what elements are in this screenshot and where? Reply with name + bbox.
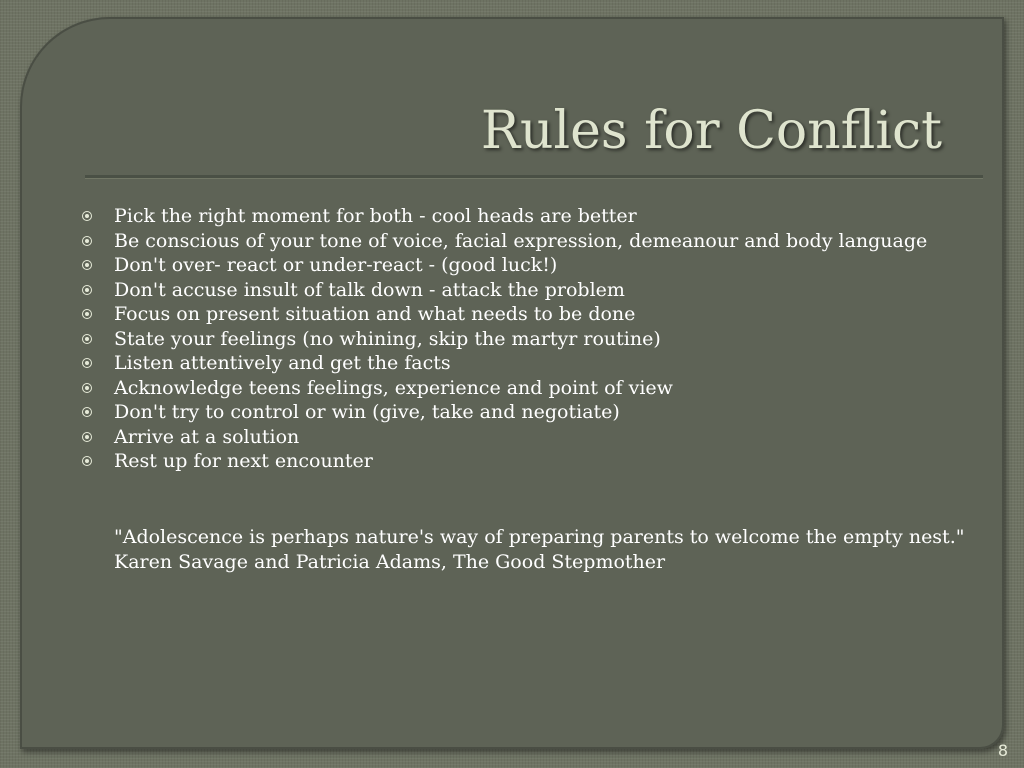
bullet-item xyxy=(80,278,970,303)
quote-attribution: Karen Savage and Patricia Adams, The Good Stepmother xyxy=(114,550,666,573)
bullet-item xyxy=(80,449,970,474)
circle-dot-icon xyxy=(82,211,92,221)
page-number: 8 xyxy=(997,741,1008,760)
title-divider xyxy=(85,175,983,179)
circle-dot-icon xyxy=(82,358,92,368)
slide-title: Rules for Conflict xyxy=(480,101,942,161)
bullet-text: Don't accuse insult of talk down - attack the problem xyxy=(114,278,625,301)
bullet-list xyxy=(80,204,970,474)
circle-dot-icon xyxy=(82,285,92,295)
circle-dot-icon xyxy=(82,383,92,393)
bullet-text: Focus on present situation and what needs to be done xyxy=(114,303,636,325)
bullet-item xyxy=(80,204,970,229)
bullet-item xyxy=(80,376,970,401)
circle-dot-icon xyxy=(82,407,92,417)
circle-dot-icon xyxy=(82,236,92,246)
circle-dot-icon xyxy=(82,309,92,319)
bullet-text: Pick the right moment for both - cool heads are better xyxy=(114,205,637,227)
bullet-item xyxy=(80,327,970,352)
circle-dot-icon xyxy=(82,456,92,466)
bullet-text: Don't over- react or under-react - (good luck!) xyxy=(114,254,558,276)
circle-dot-icon xyxy=(82,334,92,344)
quote-block xyxy=(114,525,974,574)
quote-text: "Adolescence is perhaps nature's way of preparing parents to welcome the empty nest." xyxy=(114,526,965,548)
bullet-text: Don't try to control or win (give, take and negotiate) xyxy=(114,401,620,423)
bullet-text: Be conscious of your tone of voice, facial expression, demeanour and body language xyxy=(114,229,928,252)
bullet-text: State your feelings (no whining, skip the martyr routine) xyxy=(114,327,661,350)
bullet-item xyxy=(80,302,970,327)
bullet-item xyxy=(80,253,970,278)
circle-dot-icon xyxy=(82,432,92,442)
slide-panel xyxy=(20,17,1004,749)
bullet-text: Acknowledge teens feelings, experience and point of view xyxy=(114,376,673,399)
bullet-item xyxy=(80,351,970,376)
bullet-item xyxy=(80,229,970,254)
bullet-item xyxy=(80,400,970,425)
bullet-item xyxy=(80,425,970,450)
circle-dot-icon xyxy=(82,260,92,270)
bullet-text: Listen attentively and get the facts xyxy=(114,352,451,374)
bullet-text: Arrive at a solution xyxy=(114,425,300,448)
bullet-text: Rest up for next encounter xyxy=(114,450,373,472)
